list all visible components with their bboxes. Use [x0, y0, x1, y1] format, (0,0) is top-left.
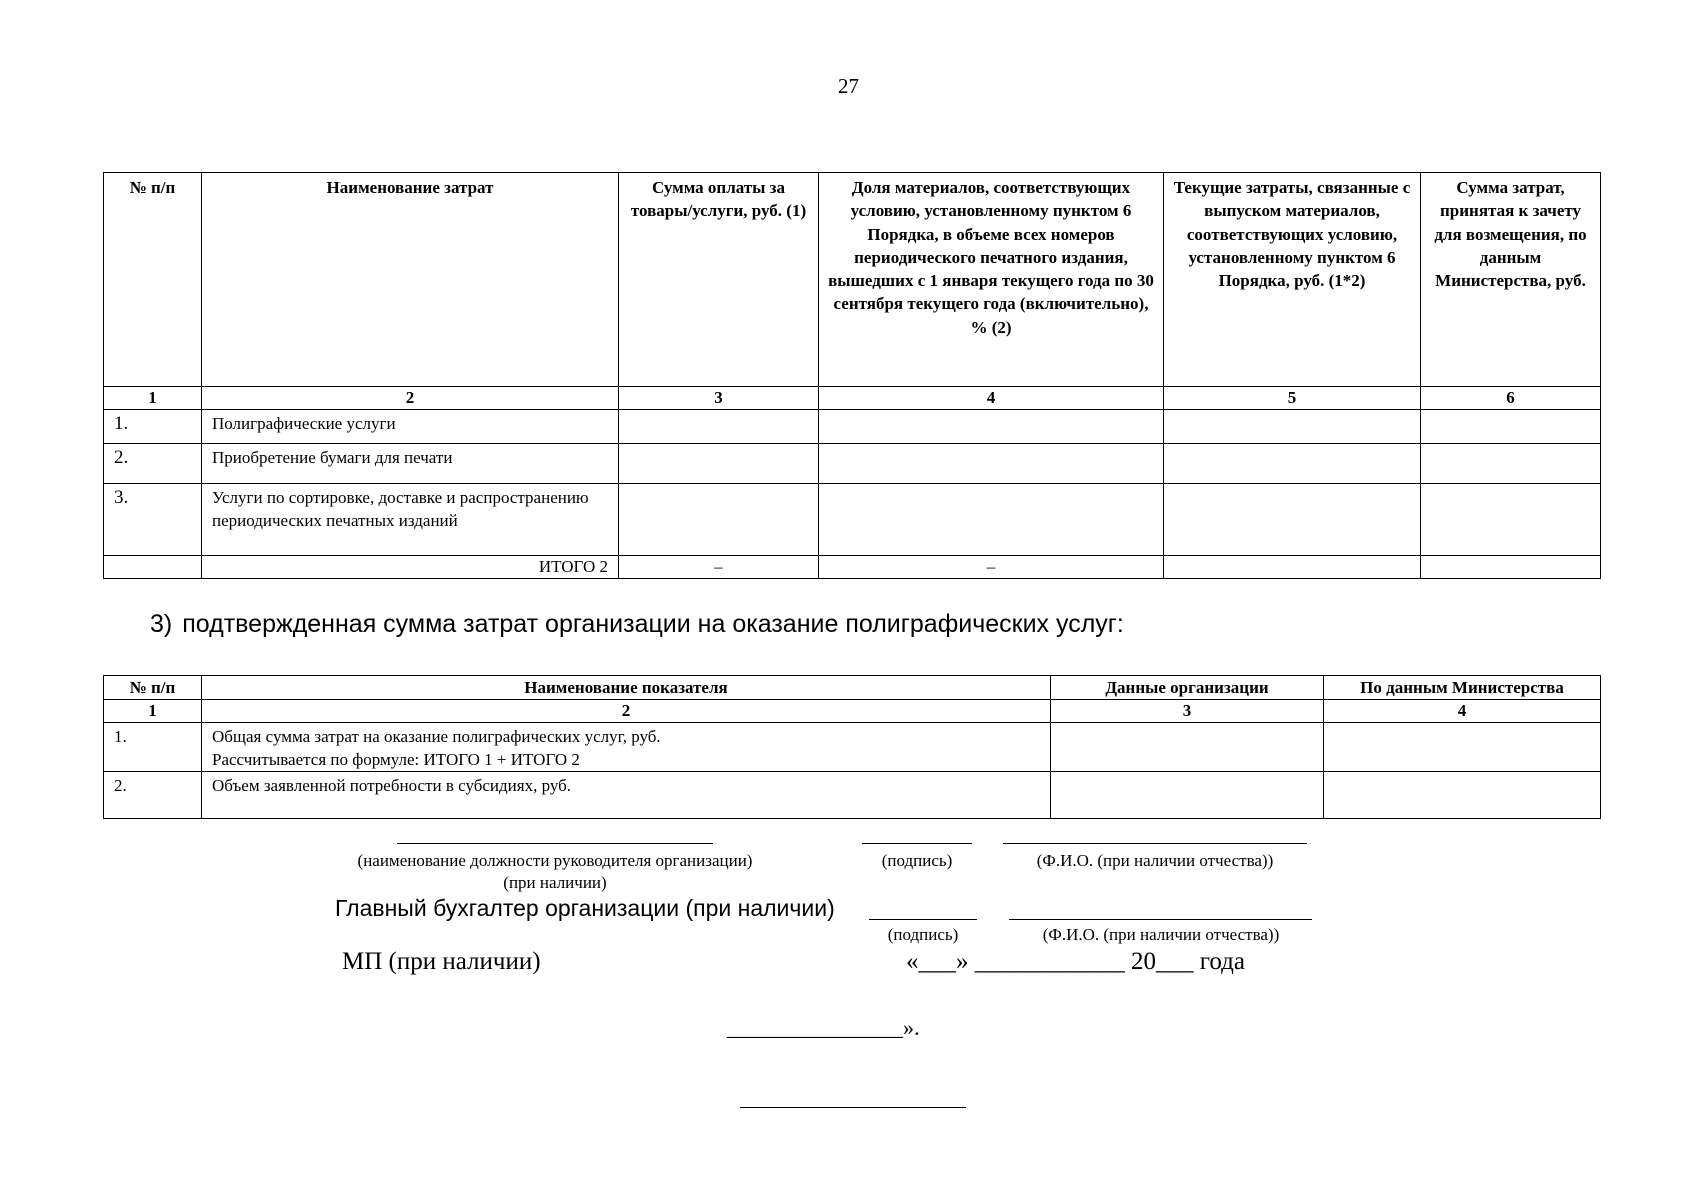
- row-number: 2.: [104, 444, 202, 484]
- empty-cell: [104, 556, 202, 579]
- col-number: 4: [1324, 700, 1601, 723]
- col-number: 3: [1051, 700, 1324, 723]
- col-number: 1: [104, 700, 202, 723]
- position-line: [397, 843, 713, 844]
- col-number: 3: [619, 387, 819, 410]
- chief-accountant-label: Главный бухгалтер организации (при наличии): [335, 895, 835, 921]
- stamp-label: МП (при наличии): [342, 948, 541, 975]
- bottom-rule: [740, 1107, 966, 1108]
- row-number: 1.: [104, 723, 202, 772]
- empty-cell: [1421, 556, 1601, 579]
- position-caption-note: (при наличии): [503, 873, 607, 892]
- header-indicator-name: Наименование показателя: [202, 676, 1051, 700]
- empty-cell: [1421, 410, 1601, 444]
- section-3-heading: [150, 610, 1124, 639]
- confirmed-costs-table: [103, 675, 1601, 819]
- total-dash: –: [619, 556, 819, 579]
- section-text: подтвержденная сумма затрат организации на оказание полиграфических услуг:: [182, 610, 1124, 638]
- col-number: 5: [1164, 387, 1421, 410]
- position-caption: (наименование должности руководителя организации): [357, 851, 753, 870]
- row-name: [202, 723, 1051, 772]
- empty-cell: [819, 484, 1164, 556]
- col-number: 6: [1421, 387, 1601, 410]
- costs-table: [103, 172, 1601, 579]
- empty-cell: [1324, 723, 1601, 772]
- header-ministry-data: По данным Министерства: [1324, 676, 1601, 700]
- row-name: Приобретение бумаги для печати: [202, 444, 619, 484]
- col-number: 4: [819, 387, 1164, 410]
- col-number: 2: [202, 387, 619, 410]
- empty-cell: [619, 410, 819, 444]
- row-number: 3.: [104, 484, 202, 556]
- header-cost-name: Наименование затрат: [202, 173, 619, 387]
- fio-line: [1003, 843, 1307, 844]
- empty-cell: [1164, 556, 1421, 579]
- col-number: 1: [104, 387, 202, 410]
- empty-cell: [1164, 410, 1421, 444]
- col-number: 2: [202, 700, 1051, 723]
- empty-cell: [819, 410, 1164, 444]
- empty-cell: [1421, 484, 1601, 556]
- row-name: Услуги по сортировке, доставке и распространению периодических печатных изданий: [202, 484, 619, 556]
- row-name: Полиграфические услуги: [202, 410, 619, 444]
- signature-caption: (подпись): [881, 851, 953, 870]
- header-payment-sum: Сумма оплаты за товары/услуги, руб. (1): [619, 173, 819, 387]
- total-label: ИТОГО 2: [202, 556, 619, 579]
- signature-line: [869, 919, 977, 920]
- header-org-data: Данные организации: [1051, 676, 1324, 700]
- closing-line: ________________».: [727, 1015, 920, 1040]
- empty-cell: [819, 444, 1164, 484]
- empty-cell: [1051, 723, 1324, 772]
- fio-caption: (Ф.И.О. (при наличии отчества)): [1042, 925, 1280, 944]
- header-num: № п/п: [104, 676, 202, 700]
- header-materials-share: Доля материалов, соответствующих условию, установленному пунктом 6 Порядка, в объеме всех номеров периодического печатного издания, вышедших с 1 января текущего года по 30 сентября текущего года (включительно), % (2): [819, 173, 1164, 387]
- header-accepted-sum: Сумма затрат, принятая к зачету для возмещения, по данным Министерства, руб.: [1421, 173, 1601, 387]
- row-formula-line: Рассчитывается по формуле: ИТОГО 1 + ИТОГО 2: [212, 750, 580, 769]
- signature-line: [862, 843, 972, 844]
- total-dash: –: [819, 556, 1164, 579]
- header-current-costs: Текущие затраты, связанные с выпуском материалов, соответствующих условию, установленному пунктом 6 Порядка, руб. (1*2): [1164, 173, 1421, 387]
- row-number: 1.: [104, 410, 202, 444]
- header-num: № п/п: [104, 173, 202, 387]
- page-number: 27: [838, 74, 859, 98]
- empty-cell: [1421, 444, 1601, 484]
- empty-cell: [619, 444, 819, 484]
- empty-cell: [1324, 772, 1601, 819]
- fio-caption: (Ф.И.О. (при наличии отчества)): [1036, 851, 1274, 870]
- row-name-line: Общая сумма затрат на оказание полиграфических услуг, руб.: [212, 727, 661, 746]
- empty-cell: [619, 484, 819, 556]
- empty-cell: [1164, 484, 1421, 556]
- signature-caption: (подпись): [887, 925, 959, 944]
- empty-cell: [1164, 444, 1421, 484]
- row-name: Объем заявленной потребности в субсидиях, руб.: [202, 772, 1051, 819]
- section-marker: 3): [150, 610, 173, 638]
- fio-line: [1009, 919, 1312, 920]
- date-line: «___» ____________ 20___ года: [906, 948, 1245, 975]
- row-number: 2.: [104, 772, 202, 819]
- empty-cell: [1051, 772, 1324, 819]
